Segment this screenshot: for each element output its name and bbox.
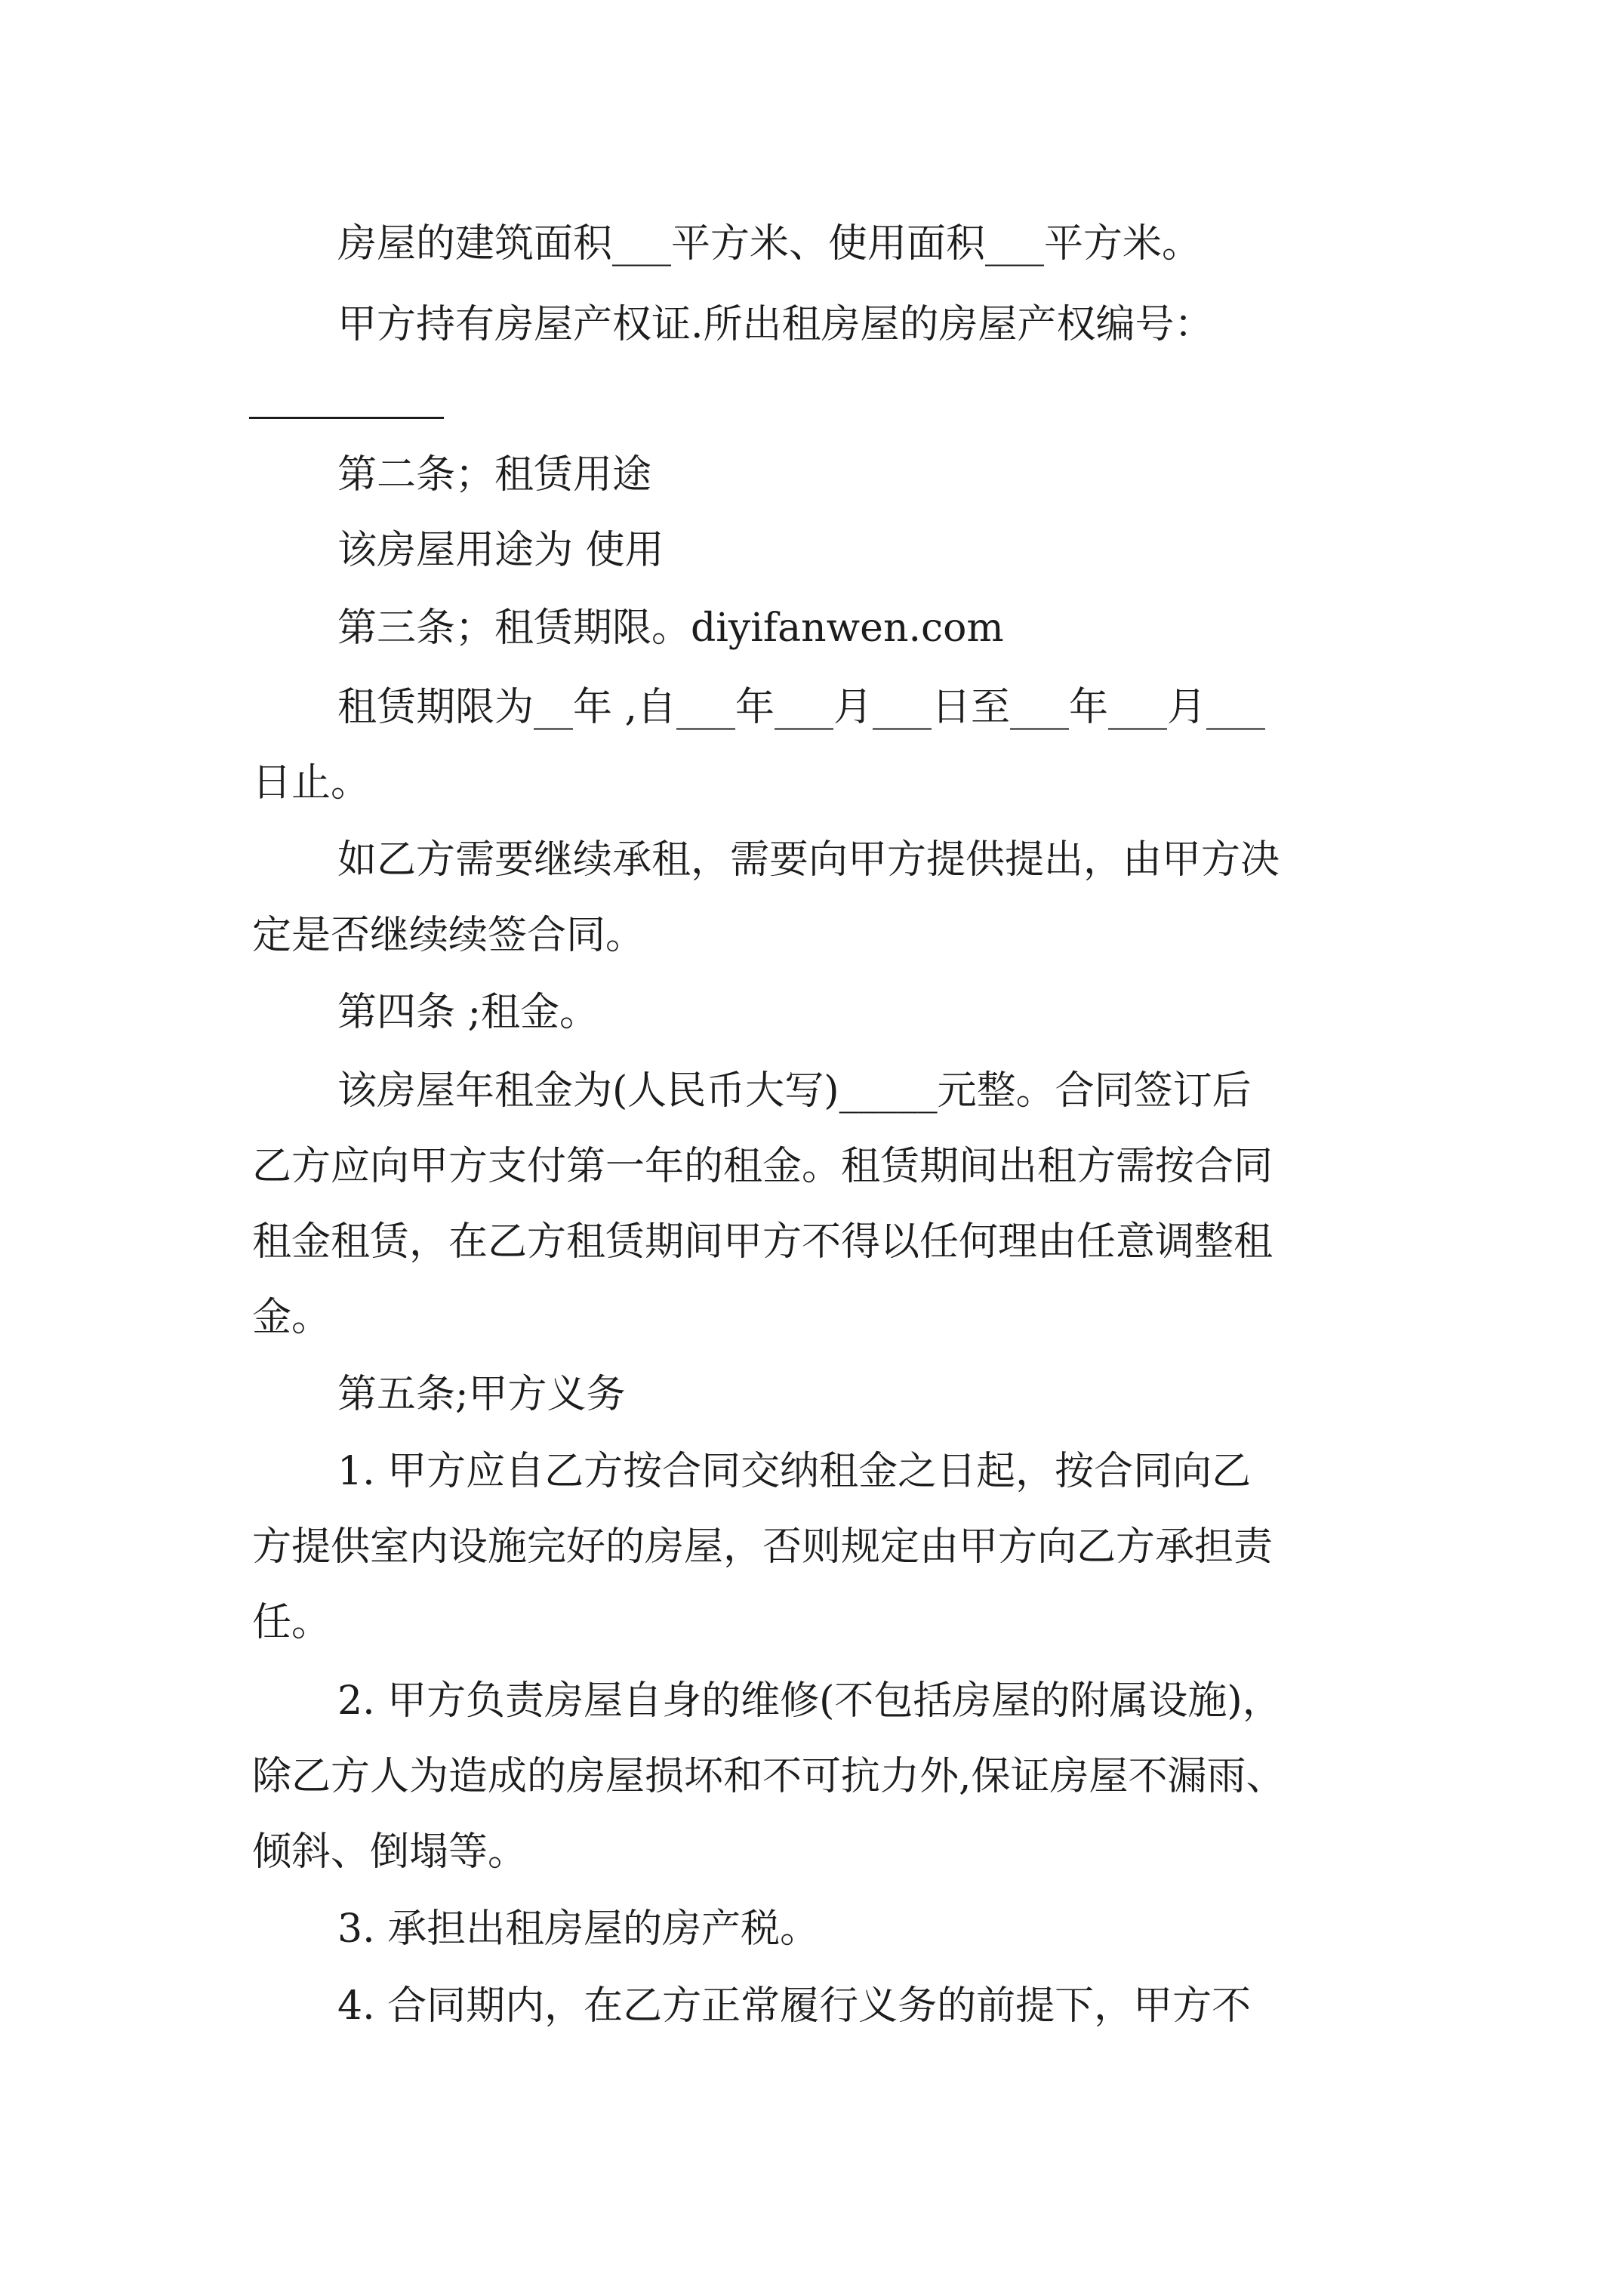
obligation-4-line-1: 4. 合同期内，在乙方正常履行义务的前提下，甲方不	[337, 1983, 1252, 2029]
article-3-heading: 第三条；租赁期限。diyifanwen.com	[337, 606, 1004, 651]
paragraph-renewal-line-2: 定是否继续续签合同。	[252, 913, 645, 958]
obligation-2-line-2: 除乙方人为造成的房屋损坏和不可抗力外,保证房屋不漏雨、	[252, 1754, 1286, 1799]
paragraph-rent-line-1: 该房屋年租金为(人民币大写)_____元整。合同签订后	[337, 1068, 1252, 1114]
obligation-3: 3. 承担出租房屋的房产税。	[337, 1906, 820, 1952]
paragraph-rent-line-2: 乙方应向甲方支付第一年的租金。租赁期间出租方需按合同	[252, 1144, 1273, 1189]
paragraph-lease-term-line-2: 日止。	[252, 760, 371, 806]
paragraph-rent-line-4: 金。	[252, 1295, 331, 1340]
paragraph-usage: 该房屋用途为 使用	[337, 528, 664, 573]
article-4-heading: 第四条 ;租金。	[337, 990, 599, 1035]
obligation-1-line-3: 任。	[252, 1600, 331, 1645]
certificate-number-blank	[249, 417, 444, 419]
paragraph-lease-term-line-1: 租赁期限为__年 ,自___年___月___日至___年___月___	[337, 685, 1266, 730]
article-5-heading: 第五条;甲方义务	[337, 1372, 626, 1417]
obligation-2-line-3: 倾斜、倒塌等。	[252, 1829, 528, 1875]
paragraph-area: 房屋的建筑面积___平方米、使用面积___平方米。	[337, 221, 1202, 267]
article-2-heading: 第二条；租赁用途	[337, 452, 652, 498]
obligation-2-line-1: 2. 甲方负责房屋自身的维修(不包括房屋的附属设施)，	[337, 1678, 1282, 1724]
obligation-1-line-2: 方提供室内设施完好的房屋，否则规定由甲方向乙方承担责	[252, 1524, 1273, 1570]
paragraph-property-certificate: 甲方持有房屋产权证.所出租房屋的房屋产权编号：	[337, 302, 1214, 347]
obligation-1-line-1: 1. 甲方应自乙方按合同交纳租金之日起，按合同向乙	[337, 1449, 1252, 1494]
paragraph-rent-line-3: 租金租赁，在乙方租赁期间甲方不得以任何理由任意调整租	[252, 1219, 1273, 1265]
paragraph-renewal-line-1: 如乙方需要继续承租，需要向甲方提供提出，由甲方决	[337, 837, 1280, 883]
